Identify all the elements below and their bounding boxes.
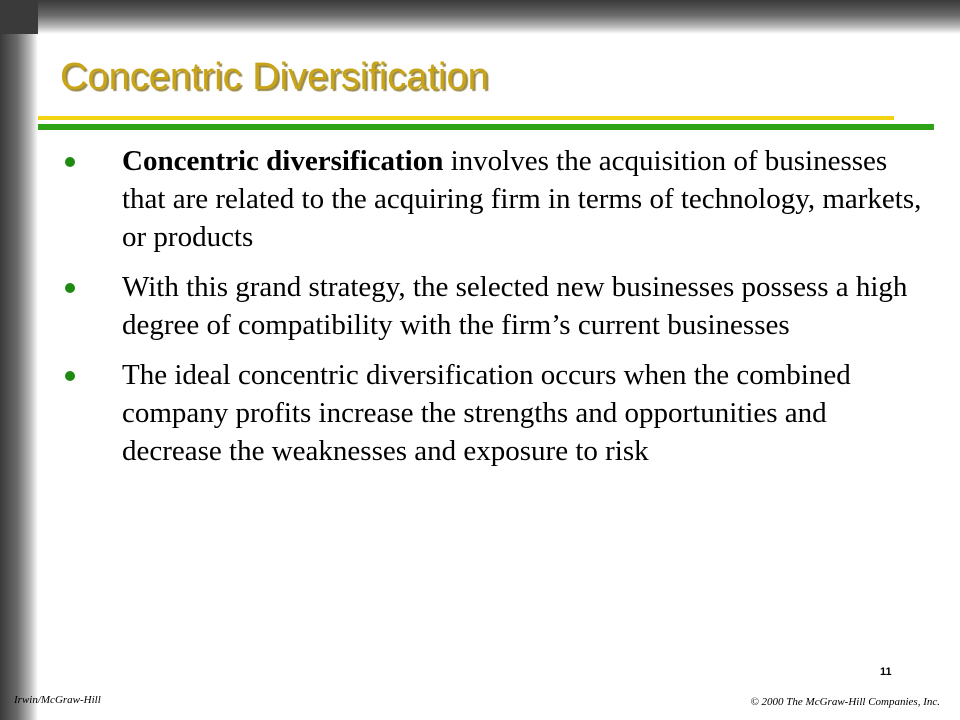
bullet-text: With this grand strategy, the selected new businesses possess a high degree of compatibility with the firm’s current businesses <box>122 271 908 341</box>
title-rule-green <box>38 124 934 130</box>
bullet-list <box>0 142 960 482</box>
page-number: 11 <box>880 666 892 678</box>
bullet-dot-icon <box>65 157 75 167</box>
frame-shadow-corner <box>0 0 38 34</box>
bullet-item <box>0 356 960 470</box>
bullet-item <box>0 142 960 256</box>
bullet-dot-icon <box>65 283 75 293</box>
frame-shadow-top <box>0 0 960 34</box>
bullet-text: The ideal concentric diversification occurs when the combined company profits increase the strengths and opportunities and decrease the weaknesses and exposure to risk <box>122 359 851 467</box>
slide-title: Concentric Diversification <box>60 56 489 98</box>
footer-copyright: © 2000 The McGraw-Hill Companies, Inc. <box>750 696 940 708</box>
title-rule-yellow <box>38 116 894 120</box>
bullet-item <box>0 268 960 344</box>
bullet-dot-icon <box>65 371 75 381</box>
bullet-term: Concentric diversification <box>122 145 444 177</box>
footer-publisher: Irwin/McGraw-Hill <box>14 694 101 706</box>
bullet-text: involves the acquisition of businesses that are related to the acquiring firm in terms of technology, markets, or products <box>122 145 922 253</box>
